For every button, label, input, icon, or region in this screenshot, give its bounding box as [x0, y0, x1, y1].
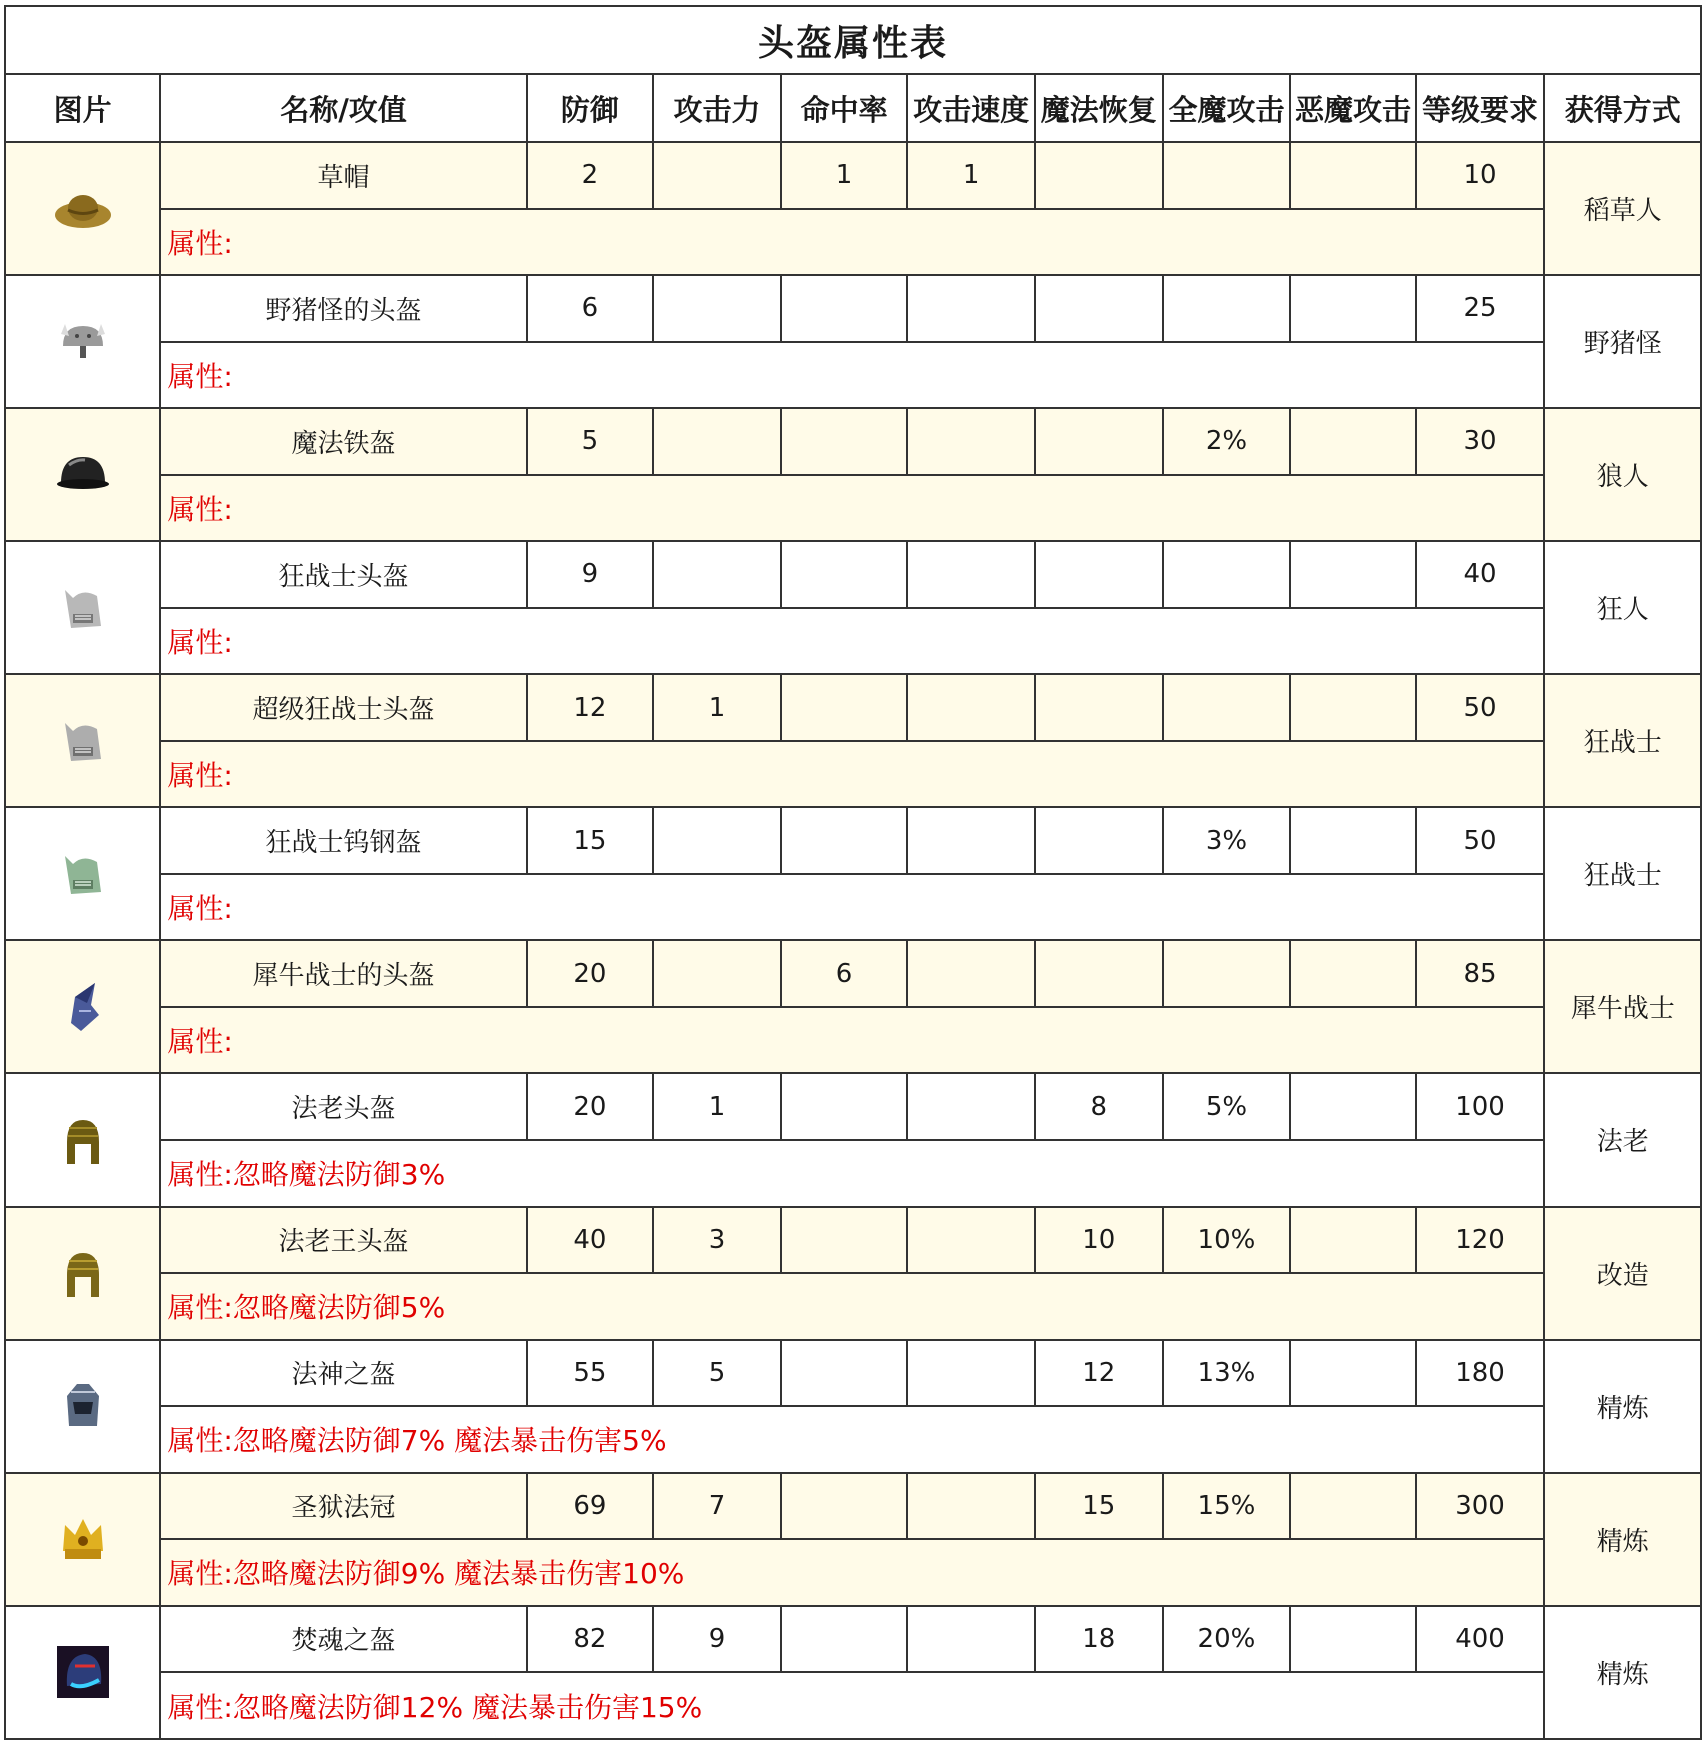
level-requirement-cell: 50	[1416, 674, 1545, 741]
item-name-cell: 野猪怪的头盔	[160, 275, 526, 342]
attack-cell: 5	[653, 1340, 781, 1407]
level-requirement-cell: 300	[1416, 1473, 1545, 1540]
item-picture-cell	[5, 674, 160, 807]
table-row	[5, 1207, 1701, 1274]
mana-regen-cell	[1035, 940, 1163, 1007]
attack-cell: 9	[653, 1606, 781, 1673]
acquisition-cell: 改造	[1544, 1207, 1701, 1340]
attack-speed-cell	[907, 1340, 1035, 1407]
defense-cell: 20	[527, 940, 654, 1007]
item-name-cell: 草帽	[160, 142, 526, 209]
header-hit-rate: 命中率	[781, 74, 908, 142]
item-name-cell: 焚魂之盔	[160, 1606, 526, 1673]
acquisition-cell: 狂人	[1544, 541, 1701, 674]
defense-cell: 69	[527, 1473, 654, 1540]
item-picture-cell	[5, 1606, 160, 1739]
attribute-row	[5, 1672, 1701, 1739]
hit-rate-cell: 1	[781, 142, 908, 209]
header-picture: 图片	[5, 74, 160, 142]
defense-cell: 20	[527, 1073, 654, 1140]
table-row	[5, 142, 1701, 209]
defense-cell: 15	[527, 807, 654, 874]
level-requirement-cell: 10	[1416, 142, 1545, 209]
item-name-cell: 狂战士头盔	[160, 541, 526, 608]
attack-speed-cell	[907, 541, 1035, 608]
item-attribute-cell: 属性:	[160, 741, 1544, 808]
level-requirement-cell: 100	[1416, 1073, 1545, 1140]
all-magic-attack-cell	[1163, 275, 1291, 342]
header-attack-speed: 攻击速度	[907, 74, 1035, 142]
demon-attack-cell	[1290, 541, 1415, 608]
item-picture-cell	[5, 1207, 160, 1340]
header-mana-regen: 魔法恢复	[1035, 74, 1163, 142]
item-attribute-cell: 属性:忽略魔法防御3%	[160, 1140, 1544, 1207]
demon-attack-cell	[1290, 1073, 1415, 1140]
item-attribute-cell: 属性:忽略魔法防御5%	[160, 1273, 1544, 1340]
item-name-cell: 超级狂战士头盔	[160, 674, 526, 741]
acquisition-cell: 狂战士	[1544, 807, 1701, 940]
table-row	[5, 940, 1701, 1007]
super-berserker-helmet-icon	[51, 709, 115, 773]
demon-attack-cell	[1290, 1340, 1415, 1407]
level-requirement-cell: 120	[1416, 1207, 1545, 1274]
hit-rate-cell: 6	[781, 940, 908, 1007]
attack-cell: 3	[653, 1207, 781, 1274]
mana-regen-cell: 12	[1035, 1340, 1163, 1407]
attack-speed-cell	[907, 940, 1035, 1007]
tungsten-helmet-icon	[51, 842, 115, 906]
item-name-cell: 法神之盔	[160, 1340, 526, 1407]
table-row	[5, 1606, 1701, 1673]
attack-speed-cell	[907, 1073, 1035, 1140]
attack-cell: 1	[653, 1073, 781, 1140]
header-level-requirement: 等级要求	[1416, 74, 1545, 142]
item-attribute-cell: 属性:	[160, 1007, 1544, 1074]
acquisition-cell: 精炼	[1544, 1473, 1701, 1606]
attack-cell	[653, 142, 781, 209]
level-requirement-cell: 40	[1416, 541, 1545, 608]
attribute-row	[5, 1140, 1701, 1207]
attack-cell	[653, 807, 781, 874]
attribute-row	[5, 342, 1701, 409]
attack-speed-cell	[907, 1606, 1035, 1673]
attack-speed-cell	[907, 1207, 1035, 1274]
attack-cell: 1	[653, 674, 781, 741]
hit-rate-cell	[781, 1473, 908, 1540]
all-magic-attack-cell: 15%	[1163, 1473, 1291, 1540]
table-row	[5, 807, 1701, 874]
iron-helmet-icon	[51, 443, 115, 507]
level-requirement-cell: 50	[1416, 807, 1545, 874]
level-requirement-cell: 180	[1416, 1340, 1545, 1407]
item-attribute-cell: 属性:	[160, 608, 1544, 675]
table-row	[5, 1073, 1701, 1140]
attribute-row	[5, 475, 1701, 542]
mana-regen-cell: 8	[1035, 1073, 1163, 1140]
demon-attack-cell	[1290, 1473, 1415, 1540]
all-magic-attack-cell: 13%	[1163, 1340, 1291, 1407]
god-helmet-icon	[51, 1374, 115, 1438]
straw-hat-icon	[51, 177, 115, 241]
header-name: 名称/攻值	[160, 74, 526, 142]
hit-rate-cell	[781, 807, 908, 874]
defense-cell: 40	[527, 1207, 654, 1274]
item-picture-cell	[5, 940, 160, 1073]
header-acquisition: 获得方式	[1544, 74, 1701, 142]
demon-attack-cell	[1290, 807, 1415, 874]
header-row	[5, 74, 1701, 142]
item-attribute-cell: 属性:	[160, 209, 1544, 276]
acquisition-cell: 精炼	[1544, 1606, 1701, 1739]
mana-regen-cell: 10	[1035, 1207, 1163, 1274]
berserker-helmet-icon	[51, 576, 115, 640]
item-attribute-cell: 属性:忽略魔法防御12% 魔法暴击伤害15%	[160, 1672, 1544, 1739]
hit-rate-cell	[781, 1606, 908, 1673]
header-attack: 攻击力	[653, 74, 781, 142]
mana-regen-cell	[1035, 807, 1163, 874]
all-magic-attack-cell	[1163, 674, 1291, 741]
attack-speed-cell	[907, 275, 1035, 342]
demon-attack-cell	[1290, 408, 1415, 475]
hit-rate-cell	[781, 674, 908, 741]
demon-attack-cell	[1290, 674, 1415, 741]
acquisition-cell: 野猪怪	[1544, 275, 1701, 408]
table-row	[5, 275, 1701, 342]
item-picture-cell	[5, 541, 160, 674]
attribute-row	[5, 1007, 1701, 1074]
header-demon-attack: 恶魔攻击	[1290, 74, 1415, 142]
hit-rate-cell	[781, 1207, 908, 1274]
hit-rate-cell	[781, 541, 908, 608]
attribute-row	[5, 741, 1701, 808]
attribute-row	[5, 1406, 1701, 1473]
item-picture-cell	[5, 142, 160, 275]
attack-cell: 7	[653, 1473, 781, 1540]
item-picture-cell	[5, 408, 160, 541]
item-name-cell: 魔法铁盔	[160, 408, 526, 475]
item-picture-cell	[5, 275, 160, 408]
item-attribute-cell: 属性:	[160, 342, 1544, 409]
attack-speed-cell	[907, 1473, 1035, 1540]
item-name-cell: 圣狱法冠	[160, 1473, 526, 1540]
defense-cell: 55	[527, 1340, 654, 1407]
mana-regen-cell	[1035, 275, 1163, 342]
defense-cell: 6	[527, 275, 654, 342]
item-picture-cell	[5, 807, 160, 940]
mana-regen-cell	[1035, 541, 1163, 608]
attribute-row	[5, 1539, 1701, 1606]
hit-rate-cell	[781, 1340, 908, 1407]
attack-speed-cell	[907, 408, 1035, 475]
attribute-row	[5, 209, 1701, 276]
helmet-stats-table	[4, 5, 1702, 1740]
item-attribute-cell: 属性:忽略魔法防御9% 魔法暴击伤害10%	[160, 1539, 1544, 1606]
acquisition-cell: 法老	[1544, 1073, 1701, 1206]
item-picture-cell	[5, 1073, 160, 1206]
attack-speed-cell	[907, 674, 1035, 741]
all-magic-attack-cell: 3%	[1163, 807, 1291, 874]
defense-cell: 12	[527, 674, 654, 741]
acquisition-cell: 犀牛战士	[1544, 940, 1701, 1073]
all-magic-attack-cell: 10%	[1163, 1207, 1291, 1274]
pharaoh-helmet-icon	[51, 1108, 115, 1172]
attack-speed-cell	[907, 807, 1035, 874]
boar-helmet-icon	[51, 310, 115, 374]
acquisition-cell: 精炼	[1544, 1340, 1701, 1473]
level-requirement-cell: 30	[1416, 408, 1545, 475]
item-attribute-cell: 属性:忽略魔法防御7% 魔法暴击伤害5%	[160, 1406, 1544, 1473]
holy-crown-icon	[51, 1507, 115, 1571]
item-picture-cell	[5, 1340, 160, 1473]
attribute-row	[5, 608, 1701, 675]
demon-attack-cell	[1290, 1207, 1415, 1274]
demon-attack-cell	[1290, 275, 1415, 342]
demon-attack-cell	[1290, 1606, 1415, 1673]
item-name-cell: 犀牛战士的头盔	[160, 940, 526, 1007]
item-picture-cell	[5, 1473, 160, 1606]
defense-cell: 5	[527, 408, 654, 475]
table-row	[5, 541, 1701, 608]
mana-regen-cell	[1035, 142, 1163, 209]
defense-cell: 9	[527, 541, 654, 608]
table-row	[5, 1340, 1701, 1407]
attribute-row	[5, 1273, 1701, 1340]
mana-regen-cell	[1035, 674, 1163, 741]
mana-regen-cell: 18	[1035, 1606, 1163, 1673]
all-magic-attack-cell	[1163, 142, 1291, 209]
item-attribute-cell: 属性:	[160, 874, 1544, 941]
level-requirement-cell: 400	[1416, 1606, 1545, 1673]
attack-cell	[653, 408, 781, 475]
table-row	[5, 1473, 1701, 1540]
item-name-cell: 狂战士钨钢盔	[160, 807, 526, 874]
table-title: 头盔属性表	[5, 6, 1701, 74]
acquisition-cell: 稻草人	[1544, 142, 1701, 275]
attribute-row	[5, 874, 1701, 941]
acquisition-cell: 狂战士	[1544, 674, 1701, 807]
defense-cell: 82	[527, 1606, 654, 1673]
defense-cell: 2	[527, 142, 654, 209]
item-name-cell: 法老王头盔	[160, 1207, 526, 1274]
all-magic-attack-cell	[1163, 541, 1291, 608]
all-magic-attack-cell: 20%	[1163, 1606, 1291, 1673]
all-magic-attack-cell	[1163, 940, 1291, 1007]
acquisition-cell: 狼人	[1544, 408, 1701, 541]
demon-attack-cell	[1290, 940, 1415, 1007]
rhino-helmet-icon	[51, 975, 115, 1039]
hit-rate-cell	[781, 1073, 908, 1140]
level-requirement-cell: 25	[1416, 275, 1545, 342]
attack-speed-cell: 1	[907, 142, 1035, 209]
item-attribute-cell: 属性:	[160, 475, 1544, 542]
all-magic-attack-cell: 5%	[1163, 1073, 1291, 1140]
header-all-magic-attack: 全魔攻击	[1163, 74, 1291, 142]
soul-fire-helmet-icon	[51, 1640, 115, 1704]
attack-cell	[653, 541, 781, 608]
table-row	[5, 408, 1701, 475]
attack-cell	[653, 940, 781, 1007]
header-defense: 防御	[527, 74, 654, 142]
all-magic-attack-cell: 2%	[1163, 408, 1291, 475]
pharaoh-king-helmet-icon	[51, 1241, 115, 1305]
table-row	[5, 674, 1701, 741]
demon-attack-cell	[1290, 142, 1415, 209]
item-name-cell: 法老头盔	[160, 1073, 526, 1140]
attack-cell	[653, 275, 781, 342]
level-requirement-cell: 85	[1416, 940, 1545, 1007]
mana-regen-cell: 15	[1035, 1473, 1163, 1540]
mana-regen-cell	[1035, 408, 1163, 475]
hit-rate-cell	[781, 275, 908, 342]
hit-rate-cell	[781, 408, 908, 475]
